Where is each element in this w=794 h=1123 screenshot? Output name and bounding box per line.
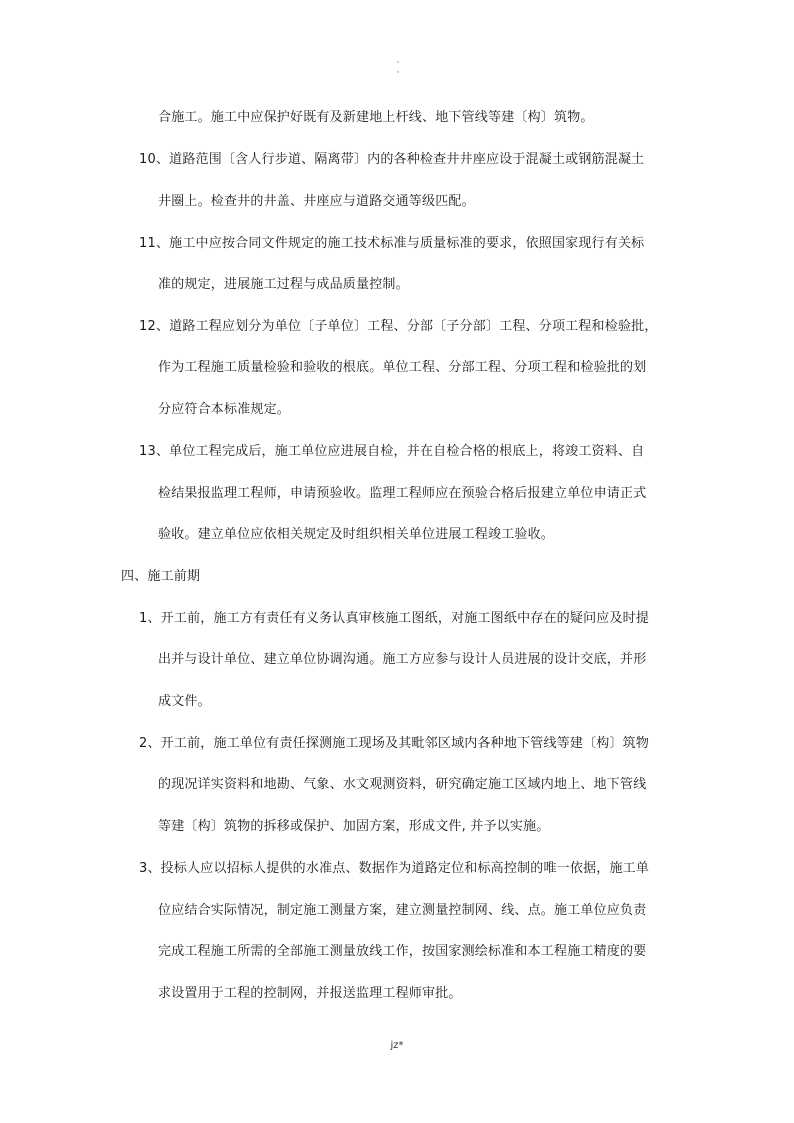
list-item-3-line-2: 位应结合实际情况，制定施工测量方案，建立测量控制网、线、点。施工单位应负责 — [158, 903, 647, 918]
list-item-2-line-3: 等建〔构〕筑物的拆移或保护、加固方案，形成文件, 并予以实施。 — [158, 819, 550, 834]
list-item-13-line-2: 检结果报监理工程师，申请预验收。监理工程师应在预验合格后报建立单位申请正式 — [158, 486, 647, 501]
list-item-3-line-1: 3、投标人应以招标人提供的水准点、数据作为道路定位和标高控制的唯一依据，施工单 — [139, 861, 650, 876]
list-item-3-line-3: 完成工程施工所需的全部施工测量放线工作，按国家测绘标准和本工程施工精度的要 — [158, 944, 647, 959]
list-item-1-line-2: 出并与设计单位、建立单位协调沟通。施工方应参与设计人员进展的设计交底，并形 — [158, 652, 647, 667]
list-item-13-line-3: 验收。建立单位应依相关规定及时组织相关单位进展工程竣工验收。 — [158, 527, 555, 542]
list-item-10-line-1: 10、道路范围〔含人行步道、隔离带〕内的各种检查井井座应设于混凝土或钢筋混凝土 — [139, 152, 645, 167]
header-mark-dot-1: · — [396, 58, 400, 68]
header-mark — [392, 58, 404, 78]
page-footer: jz* — [390, 1040, 404, 1051]
list-item-1-line-3: 成文件。 — [158, 694, 211, 709]
list-item-11-line-2: 准的规定，进展施工过程与成品质量控制。 — [158, 277, 409, 292]
list-item-3-line-4: 求设置用于工程的控制网，并报送监理工程师审批。 — [158, 986, 462, 1001]
paragraph-line: 合施工。施工中应保护好既有及新建地上杆线、地下管线等建〔构〕筑物。 — [158, 110, 594, 125]
list-item-10-line-2: 井圈上。检查井的井盖、井座应与道路交通等级匹配。 — [158, 194, 475, 209]
list-item-1-line-1: 1、开工前，施工方有责任有义务认真审核施工图纸，对施工图纸中存在的疑问应及时提 — [139, 611, 650, 626]
list-item-2-line-2: 的现况详实资料和地勘、气象、水文观测资料，研究确定施工区域内地上、地下管线 — [158, 777, 647, 792]
section-heading: 四、施工前期 — [121, 569, 201, 584]
list-item-2-line-1: 2、开工前，施工单位有责任探测施工现场及其毗邻区域内各种地下管线等建〔构〕筑物 — [139, 736, 650, 751]
list-item-12-line-2: 作为工程施工质量检验和验收的根底。单位工程、分部工程、分项工程和检验批的划 — [158, 360, 647, 375]
list-item-12-line-1: 12、道路工程应划分为单位〔子单位〕工程、分部〔子分部〕工程、分项工程和检验批， — [139, 319, 658, 334]
list-item-12-line-3: 分应符合本标准规定。 — [158, 402, 291, 417]
header-mark-dot-2: · — [396, 68, 400, 78]
list-item-13-line-1: 13、单位工程完成后，施工单位应进展自检，并在自检合格的根底上，将竣工资料、自 — [139, 444, 645, 459]
list-item-11-line-1: 11、施工中应按合同文件规定的施工技术标准与质量标准的要求，依照国家现行有关标 — [139, 236, 645, 251]
